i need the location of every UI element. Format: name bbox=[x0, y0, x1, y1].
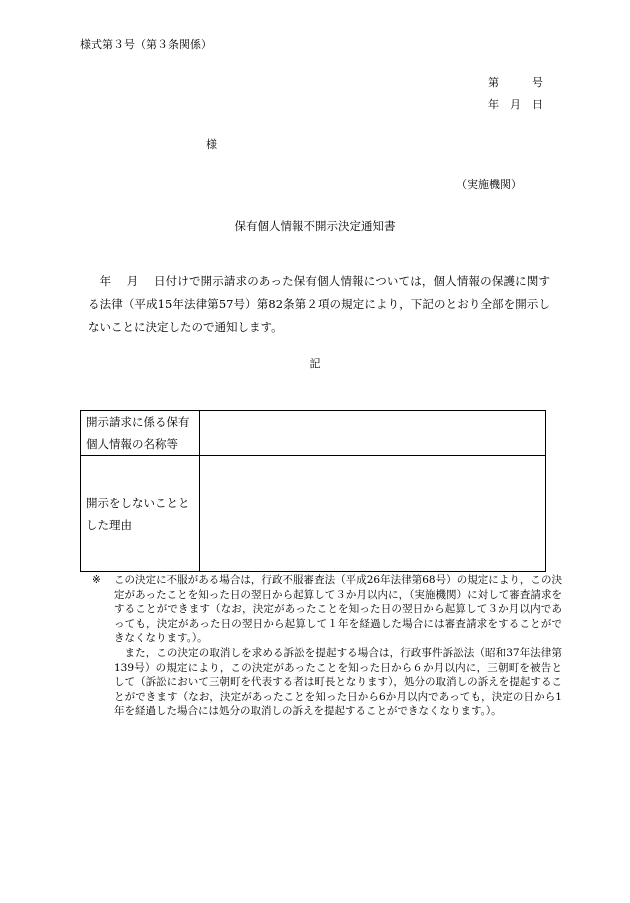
personal-info-name-value bbox=[200, 411, 546, 456]
table-row bbox=[81, 411, 546, 456]
addressee-suffix: 様 bbox=[206, 138, 217, 151]
note-paragraph-lawsuit: また，この決定の取消しを求める訴訟を提起する場合は，行政事件訴訟法（昭和37年法律第139号）の規定により，この決定があったことを知った日から６か月以内に，三朝町を被告として（訴訟において三朝町を代表する者は町長となります），処分の取消しの訴えを提起することができます（なお，決定があったことを知った日から6か月以内であっても，決定の日から1年を経過した場合には処分の取消しの訴えを提起することができなくなります。）。 bbox=[114, 646, 562, 718]
body-paragraph: 年 月 日付けで開示請求のあった保有個人情報については，個人情報の保護に関する法律（平成15年法律第57号）第82条第２項の規定により，下記のとおり全部を開示しないことに決定したので通知します。 bbox=[88, 274, 550, 334]
form-number: 様式第３号（第３条関係） bbox=[80, 38, 212, 51]
document-number-label: 第 号 bbox=[488, 76, 543, 89]
personal-info-name-label: 開示請求に係る保有個人情報の名称等 bbox=[81, 411, 200, 456]
document-date-label: 年 月 日 bbox=[488, 98, 543, 111]
note-mark: ※ bbox=[92, 574, 101, 586]
reason-label: 開示をしないこととした理由 bbox=[81, 456, 200, 572]
document-title: 保有個人情報不開示決定通知書 bbox=[234, 219, 396, 233]
note-paragraph-appeal: この決定に不服がある場合は，行政不服審査法（平成26年法律第68号）の規定により，この決定があったことを知った日の翌日から起算して３か月以内に，（実施機関）に対して審査請求をすることができます（なお，決定があったことを知った日の翌日から起算して３か月以内であっても，決定があった日の翌日から起算して１年を経過した場合には審査請求をすることができなくなります。）。 bbox=[114, 574, 562, 645]
details-table bbox=[80, 410, 546, 572]
table-row bbox=[81, 456, 546, 572]
notice-block bbox=[92, 573, 562, 719]
issuer-name: （実施機関） bbox=[456, 178, 522, 191]
ki-heading: 記 bbox=[309, 357, 321, 370]
reason-value bbox=[200, 456, 546, 572]
